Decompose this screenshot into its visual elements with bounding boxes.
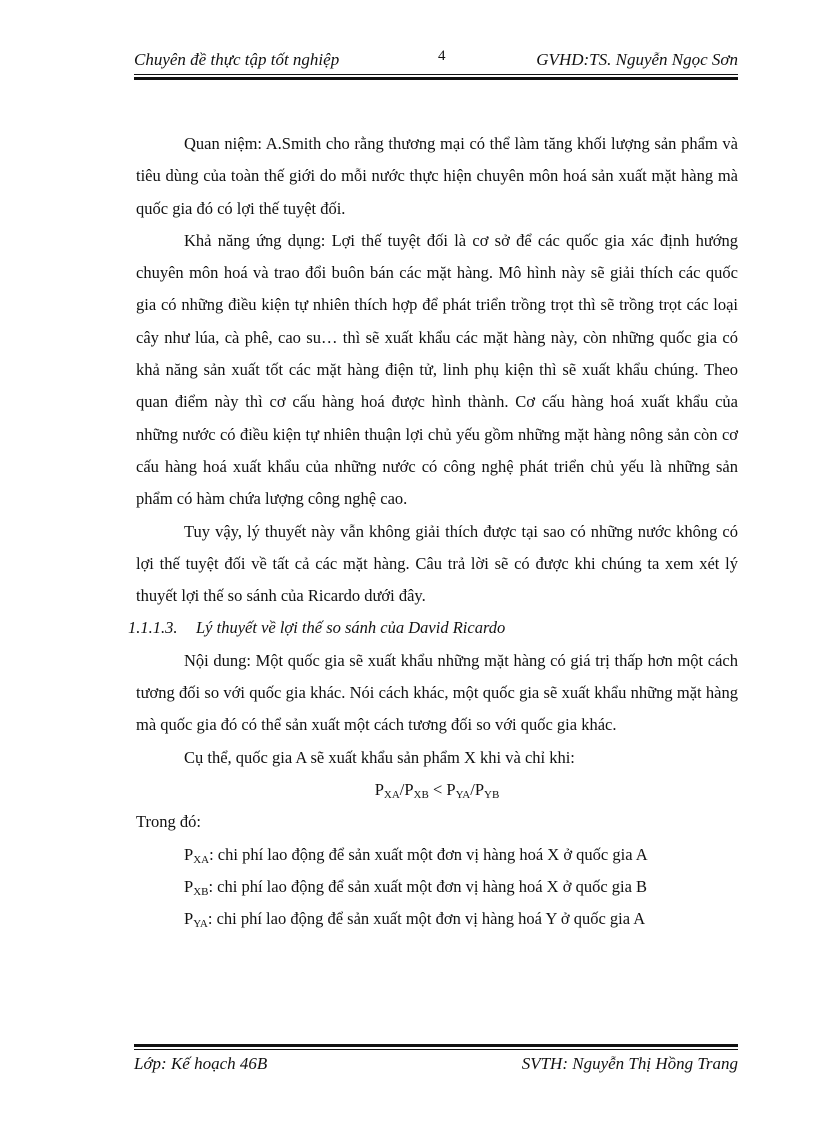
footer-class: Lớp: Kế hoạch 46B: [134, 1054, 268, 1073]
paragraph-content: Nội dung: Một quốc gia sẽ xuất khẩu những mặt hàng có giá trị thấp hơn một cách tương đối so với quốc gia khác. Nói cách khác, một quốc gia sẽ xuất khẩu những mặt hàng mà quốc gia đó có thể sản xuất một cách tương đối so với quốc gia khác.: [136, 650, 738, 735]
definition-pxb: $P_{XB}$: chi phí lao động để sản xuất một đơn vị hàng hoá X ở quốc gia B: [184, 876, 648, 898]
section-number: 1.1.1.3.: [128, 618, 178, 638]
where-label: Trong đó:: [136, 812, 201, 832]
paragraph-application: Khả năng ứng dụng: Lợi thế tuyệt đối là cơ sở để các quốc gia xác định hướng chuyên môn hoá và trao đổi buôn bán các mặt hàng. Mô hình này sẽ giải thích các quốc gia có những điều kiện tự nhiên thích hợp để phát triển trồng trọt thì sẽ trồng trọt các loại cây như lúa, cà phê, cao su… thì sẽ xuất khẩu các mặt hàng này, còn những quốc gia có khả năng sản xuất tốt các mặt hàng điện tử, linh phụ kiện thì sẽ xuất khẩu chúng. Theo quan điểm này thì cơ cấu hàng hoá được hình thành. Cơ cấu hàng hoá xuất khẩu của những nước có điều kiện tự nhiên thuận lợi chủ yếu gồm những mặt hàng nông sản còn cơ cấu hàng hoá xuất khẩu của những nước có công nghệ phát triển chủ yếu là những sản phẩm có hàm chứa lượng công nghệ cao.: [136, 230, 738, 509]
formula: $P_{XA}/P_{XB} < P_{YA}/P_{YB}$: [374, 779, 500, 801]
section-heading: [128, 612, 738, 644]
page-number: 4: [438, 48, 446, 64]
definition-pxa: $P_{XA}$: chi phí lao động để sản xuất một đơn vị hàng hoá X ở quốc gia A: [184, 844, 648, 866]
page-footer: [134, 1054, 738, 1080]
footer-rule-thin: [134, 1049, 738, 1050]
header-document-title: Chuyên đề thực tập tốt nghiệp: [134, 50, 340, 69]
footer-student: SVTH: Nguyễn Thị Hồng Trang: [521, 1054, 738, 1073]
definition-pya: $P_{YA}$: chi phí lao động để sản xuất một đơn vị hàng hoá Y ở quốc gia A: [184, 909, 646, 931]
paragraph-condition: Cụ thể, quốc gia A sẽ xuất khẩu sản phẩm X khi và chỉ khi:: [184, 747, 575, 767]
header-supervisor: GVHD:TS. Nguyễn Ngọc Sơn: [536, 50, 738, 69]
header-rule-thick: [134, 77, 738, 80]
paragraph-limitation: Tuy vậy, lý thuyết này vẫn không giải thích được tại sao có những nước không có lợi thế tuyệt đối về tất cả các mặt hàng. Câu trả lời sẽ có được khi chúng ta xem xét lý thuyết lợi thế so sánh của Ricardo dưới đây.: [136, 521, 738, 606]
page-header: [134, 46, 738, 72]
paragraph-concept: Quan niệm: A.Smith cho rằng thương mại có thể làm tăng khối lượng sản phẩm và tiêu dùng của toàn thế giới do mỗi nước thực hiện chuyên môn hoá sản xuất mặt hàng mà quốc gia đó có lợi thế tuyệt đối.: [136, 134, 738, 218]
footer-rule-thick: [134, 1044, 738, 1047]
header-rule-thin: [134, 74, 738, 75]
document-body: [128, 128, 738, 935]
section-title: Lý thuyết về lợi thế so sánh của David Ricardo: [196, 618, 506, 638]
